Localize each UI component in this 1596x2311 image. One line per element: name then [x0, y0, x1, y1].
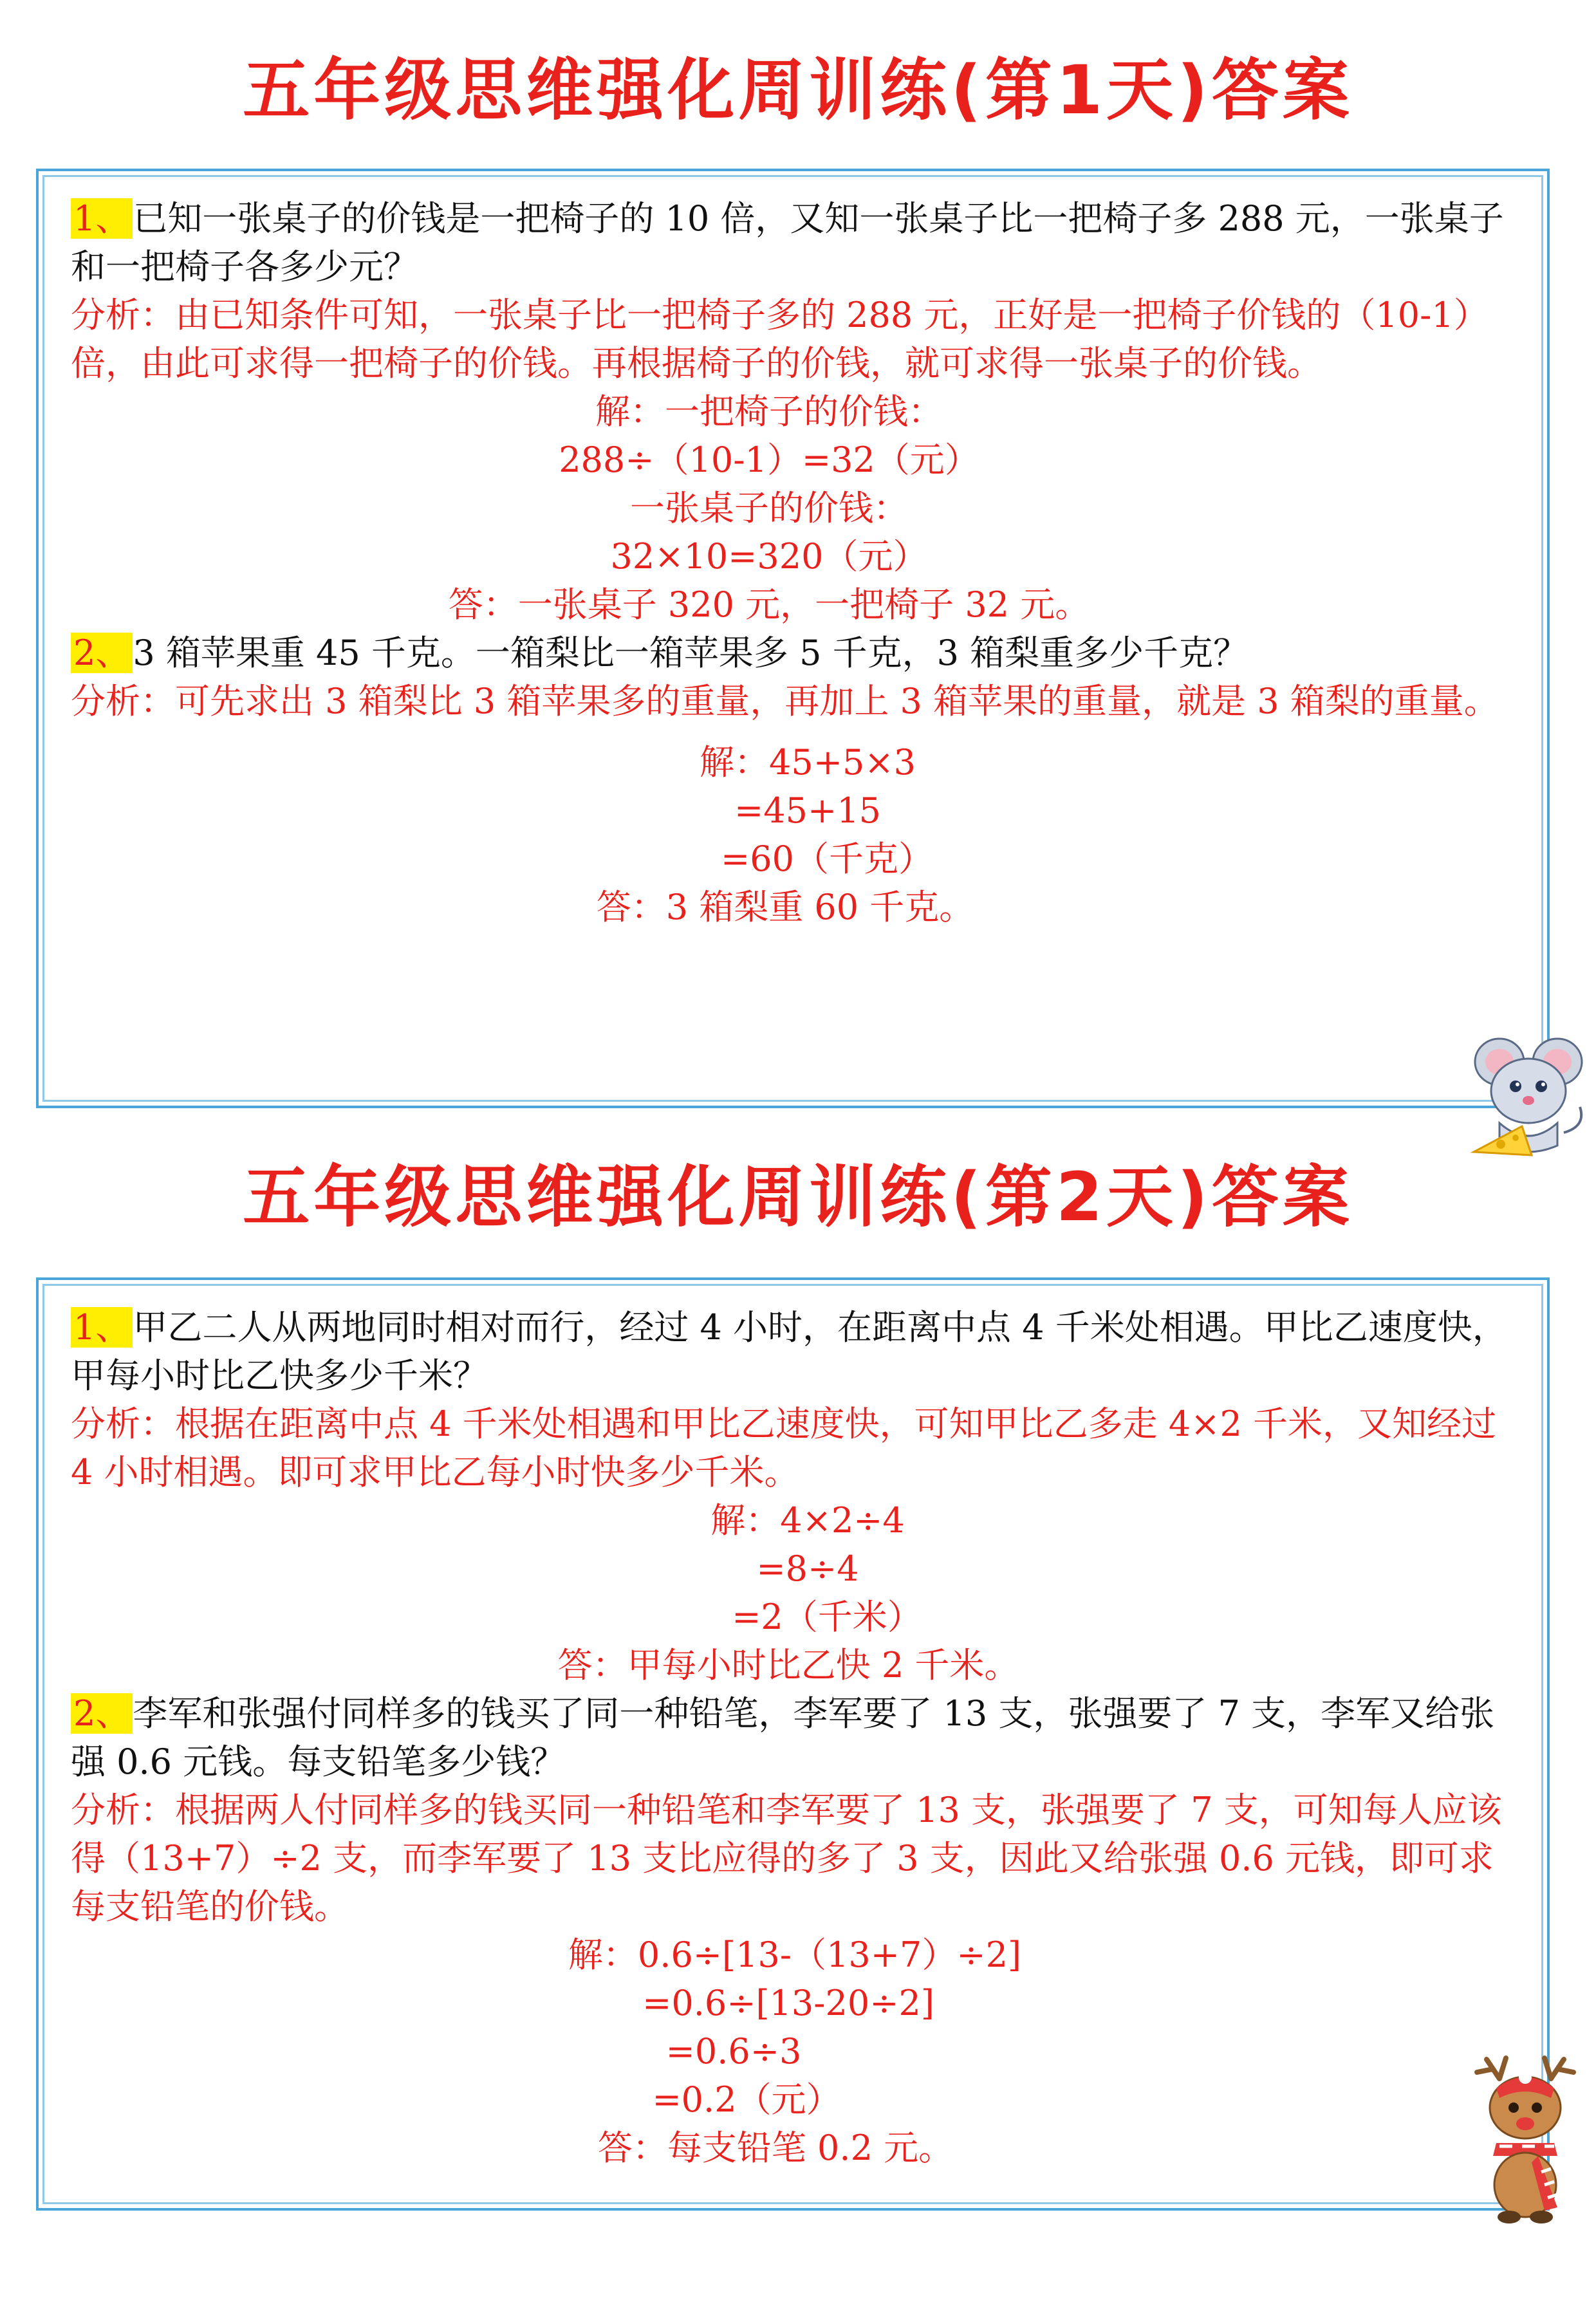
page-title-day1: 五年级思维强化周训练(第1天)答案 [243, 51, 1353, 129]
solution-line: =0.2（元） [652, 2079, 841, 2120]
solution-line: 一张桌子的价钱： [630, 488, 908, 528]
answer-box-day2 [36, 1277, 1550, 2211]
solution-line: =8÷4 [756, 1548, 859, 1589]
mouse-with-cheese-icon [1461, 1036, 1590, 1158]
question-text: 3 箱苹果重 45 千克。一箱梨比一箱苹果多 5 千克，3 箱梨重多少千克？ [133, 633, 1248, 673]
question-text: 已知一张桌子的价钱是一把椅子的 10 倍，又知一张桌子比一把椅子多 288 元，一张桌子和一把椅子各多少元？ [71, 198, 1504, 287]
question-1 [71, 1303, 1519, 1400]
question-1 [71, 194, 1519, 291]
solution-line: 解：0.6÷[13-（13+7）÷2] [568, 1935, 1022, 1975]
solution-line: =60（千克） [721, 839, 933, 879]
answer-content-day2 [71, 1303, 1519, 2172]
answer-box-day1 [36, 169, 1550, 1108]
analysis-text: 分析：可先求出 3 箱梨比 3 箱苹果多的重量，再加上 3 箱苹果的重量，就是 3 箱梨的重量。 [71, 681, 1499, 721]
question-number: 2、 [71, 633, 133, 673]
question-2 [71, 1689, 1519, 1786]
question-number: 1、 [71, 1307, 133, 1348]
analysis-text: 分析：根据在距离中点 4 千米处相遇和甲比乙速度快，可知甲比乙多走 4×2 千米，又知经过 4 小时相遇。即可求甲比乙每小时快多少千米。 [71, 1404, 1496, 1492]
reindeer-with-scarf-icon [1461, 2053, 1590, 2227]
analysis-text: 分析：根据两人付同样多的钱买同一种铅笔和李军要了 13 支，张强要了 7 支，可知每人应该得（13+7）÷2 支，而李军要了 13 支比应得的多了 3 支，因此又给张强 0.6 元钱，即可求每支铅笔的价钱。 [71, 1790, 1502, 1927]
analysis-text: 分析：由已知条件可知，一张桌子比一把椅子多的 288 元，正好是一把椅子价钱的（10-1）倍，由此可求得一把椅子的价钱。再根据椅子的价钱，就可求得一张桌子的价钱。 [71, 295, 1489, 384]
solution-line: 32×10=320（元） [610, 536, 928, 577]
solution-line: =0.6÷3 [665, 2031, 802, 2072]
answer-line: 答：3 箱梨重 60 千克。 [596, 887, 974, 927]
answer-content-day1 [71, 194, 1519, 931]
question-number: 2、 [71, 1693, 133, 1734]
page-title-day2: 五年级思维强化周训练(第2天)答案 [243, 1158, 1353, 1236]
solution-line: 解：45+5×3 [700, 742, 916, 783]
solution-line: 288÷（10-1）=32（元） [559, 440, 979, 480]
question-text: 李军和张强付同样多的钱买了同一种铅笔，李军要了 13 支，张强要了 7 支，李军又给张强 0.6 元钱。每支铅笔多少钱？ [71, 1693, 1495, 1782]
answer-line: 答：甲每小时比乙快 2 千米。 [557, 1645, 1019, 1685]
solution-line: =0.6÷[13-20÷2] [642, 1983, 934, 2023]
answer-line: 答：一张桌子 320 元，一把椅子 32 元。 [448, 584, 1090, 625]
question-number: 1、 [71, 198, 133, 239]
solution-line: =45+15 [734, 790, 881, 831]
solution-line: =2（千米） [732, 1597, 922, 1637]
question-2 [71, 629, 1519, 677]
solution-line: 解：一把椅子的价钱： [595, 391, 943, 432]
question-text: 甲乙二人从两地同时相对而行，经过 4 小时，在距离中点 4 千米处相遇。甲比乙速度快，甲每小时比乙快多少千米？ [71, 1307, 1507, 1396]
solution-line: 解：4×2÷4 [710, 1500, 905, 1541]
answer-line: 答：每支铅笔 0.2 元。 [597, 2128, 954, 2168]
